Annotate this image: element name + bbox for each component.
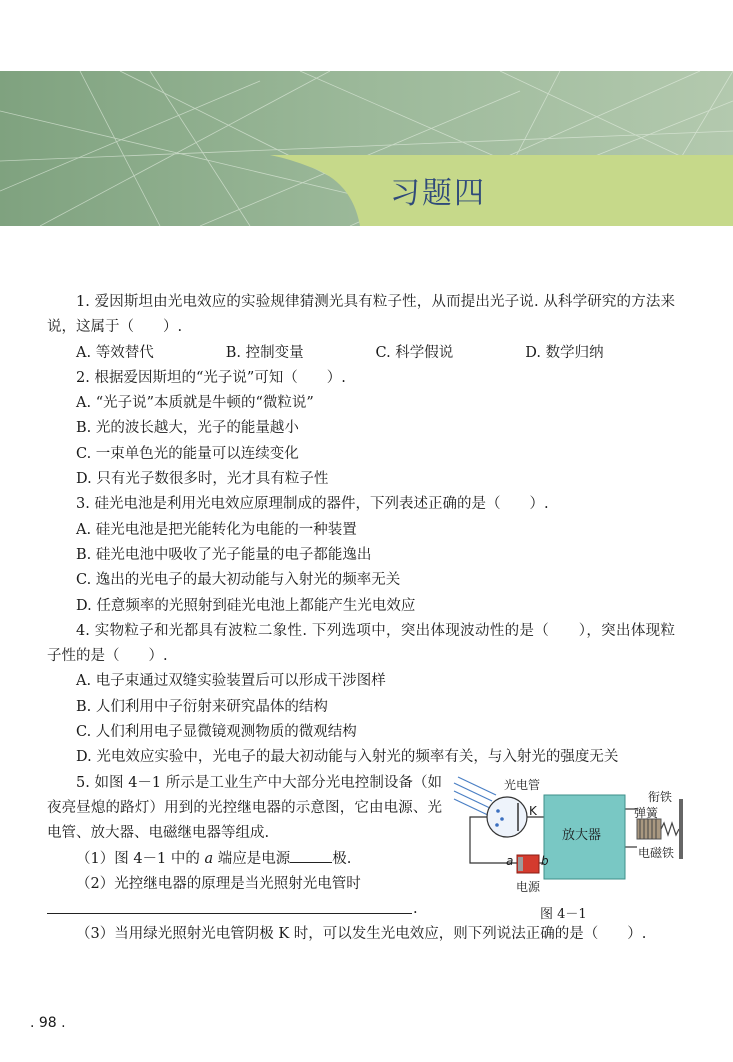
label-spring: 弹簧	[634, 805, 659, 820]
option: A. 硅光电池是把光能转化为电能的一种装置	[76, 521, 357, 538]
label-amplifier: 放大器	[562, 827, 602, 843]
option: B. 控制变量	[225, 344, 304, 361]
answer-line[interactable]	[47, 897, 442, 922]
question-2: 2. 根据爱因斯坦的“光子说”可知（ ）.	[76, 369, 346, 386]
question-1-options	[47, 341, 675, 366]
question-5	[47, 771, 675, 923]
spring-icon	[661, 823, 679, 835]
label-armature: 衔铁	[648, 789, 673, 804]
question-1: 1. 爱因斯坦由光电效应的实验规律猜测光具有粒子性，从而提出光子说. 从科学研究的方法来说，这属于（ ）.	[47, 294, 675, 336]
question-5-stem: 5. 如图 4－1 所示是工业生产中大部分光电控制设备（如夜亮昼熄的路灯）用到的光控继电器的示意图，它由电源、光电管、放大器、电磁继电器等组成.	[47, 774, 442, 842]
label-electromagnet: 电磁铁	[638, 845, 675, 860]
option: A. “光子说”本质就是牛顿的“微粒说”	[76, 395, 314, 412]
answer-line-end: .	[413, 901, 418, 918]
option: D. 光电效应实验中，光电子的最大初动能与入射光的频率有关，与入射光的强度无关	[76, 749, 619, 766]
label-k: K	[529, 803, 537, 818]
question-5-sub-3: （3）当用绿光照射光电管阴极 K 时，可以发生光电效应，则下列说法正确的是（ ）.	[76, 926, 647, 943]
label-power: 电源	[516, 879, 541, 894]
option: C. 人们利用电子显微镜观测物质的微观结构	[76, 724, 357, 741]
banner-graphic	[0, 71, 733, 226]
option: C. 科学假说	[375, 344, 454, 361]
label-a: a	[506, 853, 514, 868]
chapter-title: 习题四	[390, 176, 486, 211]
sub-1-end: 极.	[332, 850, 352, 867]
sub-1-text: （1）图 4－1 中的	[76, 850, 205, 867]
option: D. 数学归纳	[525, 344, 604, 361]
page-number: . 98 .	[30, 1015, 66, 1031]
option: A. 电子束通过双缝实验装置后可以形成干涉图样	[76, 673, 386, 690]
var-a: a	[204, 850, 214, 867]
option: C. 一束单色光的能量可以连续变化	[76, 445, 299, 462]
option: B. 人们利用中子衍射来研究晶体的结构	[76, 698, 328, 715]
option: C. 逸出的光电子的最大初动能与入射光的频率无关	[76, 572, 401, 589]
phototube-icon	[487, 797, 527, 837]
option: B. 硅光电池中吸收了光子能量的电子都能逸出	[76, 546, 372, 563]
figure-4-1	[452, 771, 684, 929]
option: D. 只有光子数很多时，光才具有粒子性	[76, 471, 329, 488]
question-5-sub-2: （2）光控继电器的原理是当光照射光电管时	[76, 875, 361, 892]
answer-blank[interactable]	[290, 848, 332, 863]
label-phototube: 光电管	[504, 777, 541, 792]
question-4: 4. 实物粒子和光都具有波粒二象性. 下列选项中，突出体现波动性的是（ ），突出体现粒子性的是（ ）.	[47, 622, 675, 665]
option: B. 光的波长越大，光子的能量越小	[76, 420, 299, 437]
option: D. 任意频率的光照射到硅光电池上都能产生光电效应	[76, 597, 416, 614]
chapter-banner	[0, 71, 733, 226]
exercise-content	[47, 290, 675, 948]
question-5-sub-1	[47, 847, 442, 872]
question-3: 3. 硅光电池是利用光电效应原理制成的器件，下列表述正确的是（ ）.	[76, 496, 549, 513]
armature-icon	[679, 799, 683, 859]
sub-1-text-2: 端应是电源	[213, 850, 291, 867]
label-b: b	[541, 853, 549, 868]
figure-caption: 图 4－1	[540, 906, 587, 922]
answer-underline	[47, 913, 412, 914]
option: A. 等效替代	[76, 344, 154, 361]
question-5-text	[47, 771, 442, 923]
